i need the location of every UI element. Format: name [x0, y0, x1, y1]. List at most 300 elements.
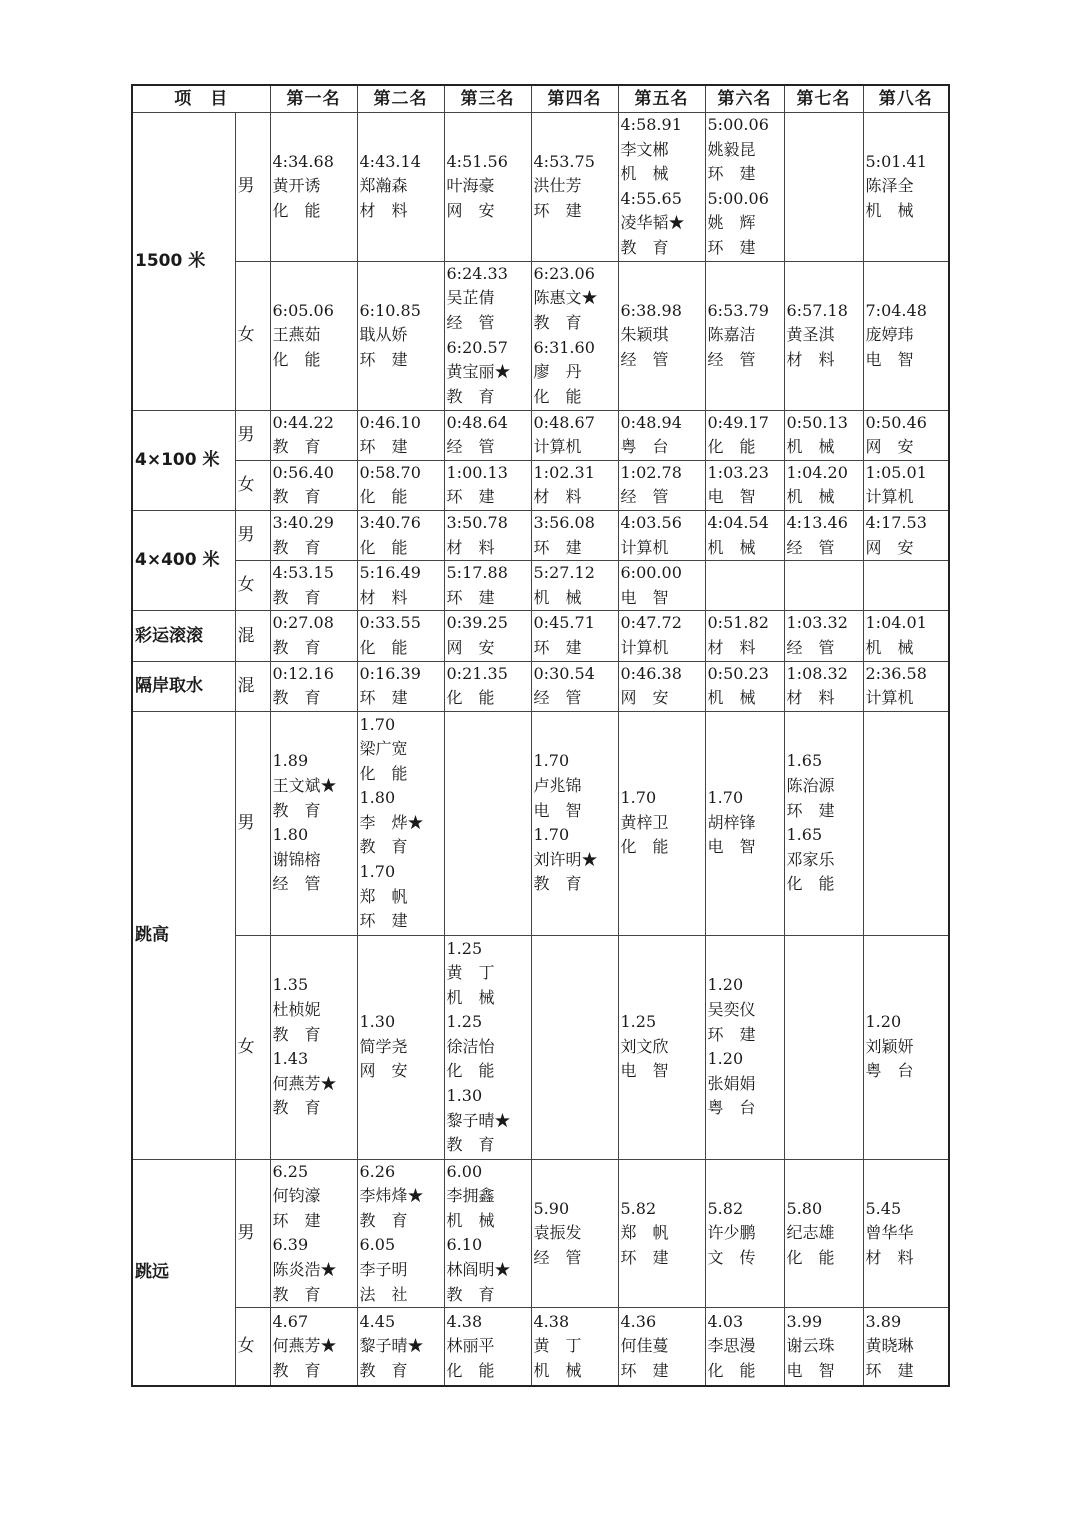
- result-line: 胡梓锋: [707, 812, 756, 832]
- result-line: 1:03.32: [786, 613, 848, 633]
- result-line: 环 建: [620, 1360, 669, 1380]
- result-line: 经 管: [620, 349, 669, 369]
- result-cell: [784, 935, 863, 1159]
- result-line: 刘文欣: [620, 1036, 669, 1056]
- result-line: 0:48.67: [533, 412, 595, 432]
- result-cell: [444, 261, 531, 410]
- result-line: 1.80: [272, 825, 309, 845]
- result-cell: [357, 1159, 444, 1308]
- result-line: 1.30: [446, 1086, 483, 1106]
- result-line: 何燕芳★: [272, 1336, 337, 1356]
- result-line: 1.25: [446, 938, 483, 958]
- result-line: 5.82: [707, 1198, 744, 1218]
- result-cell: [705, 261, 784, 410]
- result-cell: [531, 410, 618, 460]
- result-line: 6.26: [359, 1161, 396, 1181]
- result-line: 教 育: [446, 1135, 495, 1155]
- result-line: 教 育: [272, 1360, 321, 1380]
- result-line: 林丽平: [446, 1336, 495, 1356]
- result-line: 何钧濠: [272, 1186, 321, 1206]
- result-line: 4:34.68: [272, 151, 334, 171]
- result-line: 教 育: [272, 1284, 321, 1304]
- result-line: 教 育: [533, 312, 582, 332]
- result-line: 机 械: [786, 437, 835, 457]
- result-line: 1:05.01: [865, 462, 927, 482]
- result-cell: [531, 510, 618, 560]
- result-line: 机 械: [446, 1210, 495, 1230]
- result-line: 机 械: [786, 487, 835, 507]
- result-cell: [531, 661, 618, 711]
- gender-label: 女: [235, 261, 270, 410]
- result-line: 经 管: [786, 637, 835, 657]
- result-line: 4:13.46: [786, 512, 848, 532]
- result-line: 0:46.10: [359, 412, 421, 432]
- result-cell: [531, 261, 618, 410]
- result-cell: [444, 1308, 531, 1386]
- result-line: 环 建: [359, 688, 408, 708]
- result-line: 电 智: [865, 349, 914, 369]
- result-line: 5.45: [865, 1198, 902, 1218]
- result-cell: [357, 510, 444, 560]
- result-line: 化 能: [786, 874, 835, 894]
- result-cell: [357, 1308, 444, 1386]
- result-line: 电 智: [707, 487, 756, 507]
- result-line: 教 育: [272, 1098, 321, 1118]
- result-line: 0:50.46: [865, 412, 927, 432]
- result-line: 教 育: [272, 688, 321, 708]
- result-cell: [531, 711, 618, 935]
- gender-label: 混: [235, 611, 270, 661]
- result-line: 机 械: [620, 164, 669, 184]
- result-cell: [270, 410, 357, 460]
- result-line: 材 料: [446, 537, 495, 557]
- result-cell: [270, 1308, 357, 1386]
- result-line: 6.39: [272, 1235, 309, 1255]
- result-cell: [618, 711, 705, 935]
- result-line: 0:48.64: [446, 412, 508, 432]
- result-cell: [357, 113, 444, 262]
- result-cell: [357, 935, 444, 1159]
- result-cell: [444, 460, 531, 510]
- result-cell: [705, 460, 784, 510]
- result-line: 黄圣淇: [786, 325, 835, 345]
- result-line: 化 能: [272, 349, 321, 369]
- result-line: 5:00.06: [707, 115, 769, 134]
- result-line: 化 能: [707, 437, 756, 457]
- event-name: 跳远: [132, 1159, 235, 1386]
- result-line: 曾华华: [865, 1223, 914, 1243]
- result-line: 4:53.75: [533, 151, 595, 171]
- result-line: 化 能: [707, 1360, 756, 1380]
- result-line: 1.20: [707, 975, 744, 995]
- result-line: 4.36: [620, 1311, 657, 1331]
- result-cell: [705, 510, 784, 560]
- result-line: 化 能: [359, 763, 408, 783]
- result-line: 杜桢妮: [272, 1000, 321, 1019]
- result-line: 朱颖琪: [620, 325, 669, 345]
- result-line: 0:39.25: [446, 613, 508, 633]
- result-line: 经 管: [786, 537, 835, 557]
- result-line: 教 育: [359, 1210, 408, 1230]
- result-line: 机 械: [707, 688, 756, 708]
- result-line: 环 建: [359, 349, 408, 369]
- result-line: 何燕芳★: [272, 1073, 337, 1093]
- result-cell: [357, 410, 444, 460]
- result-line: 1:00.13: [446, 462, 508, 482]
- result-cell: [784, 561, 863, 611]
- result-line: 教 育: [359, 1360, 408, 1380]
- result-cell: [444, 711, 531, 935]
- header-row: [132, 85, 949, 113]
- result-line: 教 育: [620, 237, 669, 257]
- result-line: 李子明: [359, 1260, 408, 1280]
- result-line: 教 育: [533, 874, 582, 894]
- result-line: 计算机: [865, 487, 914, 507]
- result-cell: [705, 711, 784, 935]
- result-cell: [618, 261, 705, 410]
- result-line: 6.25: [272, 1161, 309, 1181]
- result-row: [132, 1308, 949, 1386]
- result-cell: [531, 935, 618, 1159]
- result-line: 化 能: [620, 837, 669, 857]
- result-line: 4.45: [359, 1311, 396, 1331]
- result-line: 5:27.12: [533, 563, 595, 583]
- result-line: 教 育: [446, 386, 495, 406]
- result-line: 纪志雄: [786, 1223, 835, 1243]
- result-line: 谢锦榕: [272, 849, 321, 869]
- result-line: 王燕茹: [272, 325, 321, 345]
- result-line: 1.20: [707, 1049, 744, 1069]
- result-line: 4:55.65: [620, 188, 682, 208]
- result-line: 网 安: [446, 201, 495, 221]
- result-line: 环 建: [446, 587, 495, 607]
- result-line: 教 育: [272, 1024, 321, 1044]
- result-line: 黄 丁: [446, 963, 495, 983]
- result-line: 4:58.91: [620, 115, 682, 134]
- result-line: 1:04.20: [786, 462, 848, 482]
- result-line: 机 械: [865, 637, 914, 657]
- result-cell: [618, 935, 705, 1159]
- result-line: 黎子晴★: [359, 1336, 424, 1356]
- result-line: 环 建: [359, 911, 408, 931]
- result-cell: [705, 561, 784, 611]
- result-line: 电 智: [707, 837, 756, 857]
- result-cell: [618, 1159, 705, 1308]
- result-line: 戢从娇: [359, 325, 408, 345]
- result-cell: [531, 460, 618, 510]
- gender-label: 男: [235, 410, 270, 460]
- result-line: 4:51.56: [446, 151, 508, 171]
- result-cell: [270, 661, 357, 711]
- result-line: 材 料: [786, 349, 835, 369]
- result-line: 化 能: [359, 537, 408, 557]
- result-cell: [863, 113, 949, 262]
- result-line: 4:03.56: [620, 512, 682, 532]
- result-line: 何佳蔓: [620, 1336, 669, 1356]
- gender-label: 女: [235, 460, 270, 510]
- result-line: 7:04.48: [865, 300, 927, 320]
- result-line: 0:50.23: [707, 663, 769, 683]
- result-line: 4.38: [533, 1311, 570, 1331]
- result-row: [132, 410, 949, 460]
- result-line: 化 能: [272, 201, 321, 221]
- result-cell: [618, 661, 705, 711]
- result-line: 机 械: [707, 537, 756, 557]
- gender-label: 男: [235, 113, 270, 262]
- result-cell: [444, 661, 531, 711]
- rank-header: 第四名: [531, 85, 618, 113]
- result-line: 5:17.88: [446, 563, 508, 583]
- result-line: 1.70: [359, 714, 396, 734]
- result-line: 环 建: [533, 537, 582, 557]
- gender-label: 女: [235, 1308, 270, 1386]
- result-line: 0:50.13: [786, 412, 848, 432]
- result-line: 机 械: [533, 587, 582, 607]
- result-line: 1:08.32: [786, 663, 848, 683]
- result-cell: [863, 510, 949, 560]
- result-line: 0:30.54: [533, 663, 595, 683]
- result-line: 3.99: [786, 1311, 823, 1331]
- result-line: 教 育: [272, 637, 321, 657]
- result-line: 0:33.55: [359, 613, 421, 633]
- result-line: 0:56.40: [272, 462, 334, 482]
- result-cell: [863, 1159, 949, 1308]
- result-row: [132, 935, 949, 1159]
- result-line: 姚毅昆: [707, 139, 756, 159]
- result-cell: [863, 935, 949, 1159]
- result-row: [132, 611, 949, 661]
- result-line: 2:36.58: [865, 663, 927, 683]
- result-line: 黄宝丽★: [446, 362, 511, 382]
- result-line: 文 传: [707, 1247, 756, 1267]
- result-cell: [705, 1159, 784, 1308]
- result-line: 4:04.54: [707, 512, 769, 532]
- result-line: 教 育: [272, 587, 321, 607]
- result-cell: [863, 1308, 949, 1386]
- result-line: 粤 台: [707, 1098, 756, 1118]
- item-header-label: 项 目: [174, 88, 229, 109]
- result-line: 网 安: [446, 637, 495, 657]
- result-line: 6:24.33: [446, 263, 508, 283]
- result-cell: [618, 510, 705, 560]
- result-cell: [705, 611, 784, 661]
- result-line: 网 安: [359, 1061, 408, 1081]
- result-line: 6:38.98: [620, 300, 682, 320]
- result-line: 0:27.08: [272, 613, 334, 633]
- result-cell: [618, 1308, 705, 1386]
- result-line: 1.70: [359, 862, 396, 882]
- result-row: [132, 510, 949, 560]
- event-name: 1500 米: [132, 113, 235, 411]
- result-line: 5.90: [533, 1198, 570, 1218]
- rank-header: 第二名: [357, 85, 444, 113]
- result-line: 环 建: [359, 437, 408, 457]
- result-cell: [784, 661, 863, 711]
- result-line: 刘许明★: [533, 849, 598, 869]
- result-line: 材 料: [865, 1247, 914, 1267]
- result-line: 4:53.15: [272, 563, 334, 583]
- result-line: 教 育: [272, 537, 321, 557]
- gender-label: 男: [235, 711, 270, 935]
- result-line: 简学尧: [359, 1036, 408, 1056]
- result-line: 电 智: [620, 587, 669, 607]
- rank-header: 第五名: [618, 85, 705, 113]
- result-line: 化 能: [446, 688, 495, 708]
- result-line: 1:04.01: [865, 613, 927, 633]
- result-line: 6:20.57: [446, 337, 508, 357]
- result-line: 陈治源: [786, 776, 835, 795]
- result-line: 郑瀚森: [359, 176, 408, 196]
- result-row: [132, 711, 949, 935]
- result-line: 叶海豪: [446, 176, 495, 196]
- result-row: [132, 261, 949, 410]
- result-cell: [270, 113, 357, 262]
- result-line: 4.67: [272, 1311, 309, 1331]
- result-line: 6:57.18: [786, 300, 848, 320]
- result-line: 1.25: [446, 1012, 483, 1032]
- result-line: 环 建: [707, 1024, 756, 1044]
- result-cell: [444, 561, 531, 611]
- result-line: 6.05: [359, 1235, 396, 1255]
- rank-header: 第七名: [784, 85, 863, 113]
- result-line: 1.25: [620, 1012, 657, 1032]
- result-line: 计算机: [865, 688, 914, 708]
- result-line: 廖 丹: [533, 362, 582, 382]
- result-line: 机 械: [446, 987, 495, 1007]
- result-line: 邓家乐: [786, 849, 835, 869]
- result-cell: [618, 561, 705, 611]
- result-line: 经 管: [446, 437, 495, 457]
- result-line: 徐洁怡: [446, 1036, 495, 1056]
- result-line: 李思漫: [707, 1336, 756, 1356]
- result-cell: [357, 561, 444, 611]
- result-line: 1.80: [359, 788, 396, 808]
- result-line: 经 管: [533, 688, 582, 708]
- result-line: 法 社: [359, 1284, 408, 1304]
- result-line: 化 能: [446, 1360, 495, 1380]
- result-line: 经 管: [533, 1247, 582, 1267]
- result-line: 5.80: [786, 1198, 823, 1218]
- result-line: 黎子晴★: [446, 1110, 511, 1130]
- result-cell: [357, 661, 444, 711]
- result-cell: [444, 935, 531, 1159]
- result-cell: [357, 611, 444, 661]
- rank-header: 第八名: [863, 85, 949, 113]
- result-cell: [863, 711, 949, 935]
- result-line: 0:46.38: [620, 663, 682, 683]
- result-line: 1:02.31: [533, 462, 595, 482]
- result-line: 电 智: [786, 1360, 835, 1380]
- result-line: 梁广宽: [359, 739, 408, 759]
- result-line: 6:05.06: [272, 300, 334, 320]
- result-line: 6:23.06: [533, 263, 595, 283]
- result-line: 吴奕仪: [707, 1000, 756, 1019]
- result-line: 4.03: [707, 1311, 744, 1331]
- result-line: 卢兆锦: [533, 776, 582, 795]
- result-line: 环 建: [272, 1210, 321, 1230]
- result-line: 1.30: [359, 1012, 396, 1032]
- result-line: 粤 台: [865, 1061, 914, 1081]
- result-line: 李文郴: [620, 139, 669, 159]
- result-cell: [357, 711, 444, 935]
- result-cell: [270, 261, 357, 410]
- result-line: 粤 台: [620, 437, 669, 457]
- result-cell: [618, 410, 705, 460]
- rank-header: 第三名: [444, 85, 531, 113]
- result-line: 吴芷倩: [446, 288, 495, 308]
- result-cell: [618, 113, 705, 262]
- result-line: 3.89: [865, 1311, 902, 1331]
- result-line: 6.10: [446, 1235, 483, 1255]
- result-cell: [705, 113, 784, 262]
- result-line: 6:53.79: [707, 300, 769, 320]
- result-cell: [444, 113, 531, 262]
- result-cell: [270, 561, 357, 611]
- result-line: 李炜烽★: [359, 1186, 424, 1206]
- item-header: [132, 85, 270, 113]
- result-line: 0:48.94: [620, 412, 682, 432]
- result-row: [132, 661, 949, 711]
- result-cell: [357, 261, 444, 410]
- result-line: 环 建: [533, 201, 582, 221]
- result-line: 谢云珠: [786, 1336, 835, 1356]
- result-line: 1.20: [865, 1012, 902, 1032]
- result-line: 环 建: [707, 237, 756, 257]
- result-line: 黄晓琳: [865, 1336, 914, 1356]
- result-cell: [531, 561, 618, 611]
- gender-label: 女: [235, 935, 270, 1159]
- result-line: 凌华韬★: [620, 213, 685, 233]
- result-cell: [531, 1308, 618, 1386]
- result-line: 化 能: [533, 386, 582, 406]
- result-line: 环 建: [533, 637, 582, 657]
- result-line: 0:51.82: [707, 613, 769, 633]
- result-cell: [705, 661, 784, 711]
- results-page: [131, 84, 950, 1387]
- result-line: 经 管: [620, 487, 669, 507]
- result-cell: [784, 460, 863, 510]
- result-cell: [270, 460, 357, 510]
- result-cell: [784, 711, 863, 935]
- result-cell: [444, 1159, 531, 1308]
- result-line: 环 建: [620, 1247, 669, 1267]
- result-line: 4:17.53: [865, 512, 927, 532]
- result-line: 经 管: [272, 874, 321, 894]
- result-line: 黄 丁: [533, 1336, 582, 1356]
- result-line: 0:58.70: [359, 462, 421, 482]
- result-line: 1.70: [707, 788, 744, 808]
- result-line: 黄开诱: [272, 176, 321, 196]
- result-row: [132, 561, 949, 611]
- result-cell: [784, 1308, 863, 1386]
- result-line: 庞婷玮: [865, 325, 914, 345]
- result-line: 计算机: [620, 637, 669, 657]
- result-line: 陈泽全: [865, 176, 914, 196]
- result-line: 林阎明★: [446, 1260, 511, 1280]
- result-cell: [270, 611, 357, 661]
- result-cell: [618, 460, 705, 510]
- result-line: 教 育: [272, 487, 321, 507]
- result-cell: [863, 661, 949, 711]
- rank-header: 第六名: [705, 85, 784, 113]
- result-line: 洪仕芳: [533, 176, 582, 196]
- results-table: [131, 84, 950, 1387]
- result-line: 5:01.41: [865, 151, 927, 171]
- result-line: 许少鹏: [707, 1223, 756, 1243]
- result-cell: [863, 561, 949, 611]
- gender-label: 男: [235, 510, 270, 560]
- result-cell: [863, 460, 949, 510]
